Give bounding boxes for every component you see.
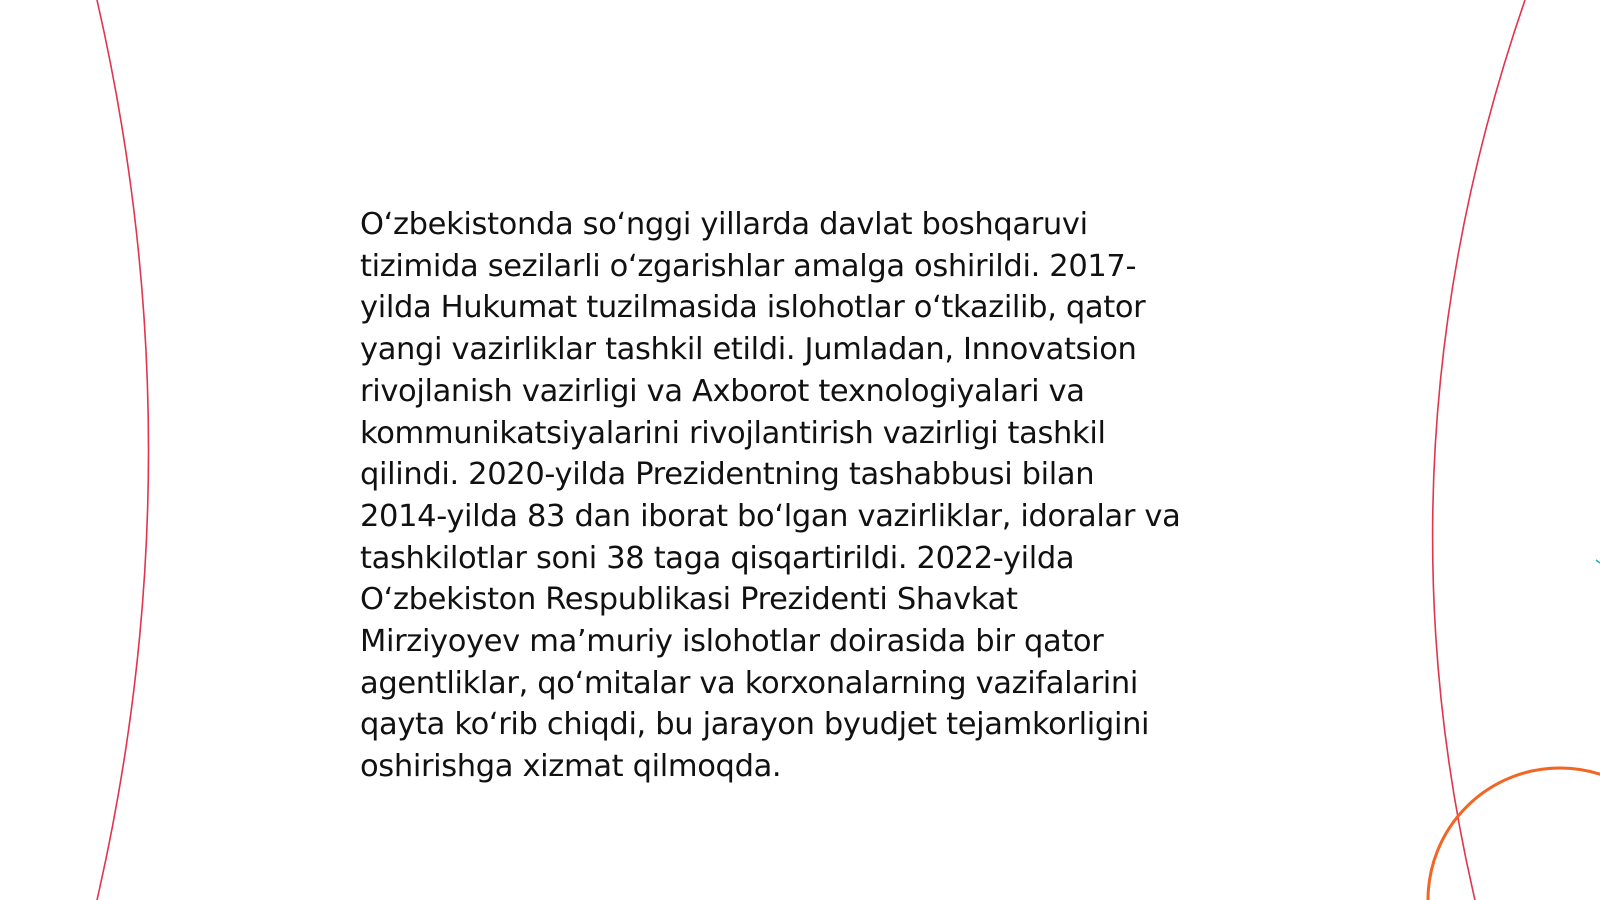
right-red-arc xyxy=(1433,0,1525,900)
left-red-arc xyxy=(97,0,149,900)
body-text: O‘zbekistonda so‘nggi yillarda davlat boshqaruvi tizimida sezilarli o‘zgarishlar amalga oshirildi. 2017- yilda Hukumat tuzilmasida islohotlar o‘tkazilib, qator yangi vazirliklar tashkil etildi. Jumladan, Innovatsion rivojlanish vazirligi va Axborot texnologiyalari va kommunikatsiyalarini rivojlantirish vazirligi tashkil qilindi. 2020-yilda Prezidentning tashabbusi bilan 2014-yilda 83 dan iborat bo‘lgan vazirliklar, idoralar va tashkilotlar soni 38 taga qisqartirildi. 2022-yilda O‘zbekiston Respublikasi Prezidenti Shavkat Mirziyoyev ma’muriy islohotlar doirasida bir qator agentliklar, qo‘mitalar va korxonalarning vazifalarini qayta ko‘rib chiqdi, bu jarayon byudjet tejamkorligini oshirishga xizmat qilmoqda. xyxy=(360,207,1181,785)
teal-accent-mark xyxy=(1596,560,1600,563)
orange-circle-arc xyxy=(1428,768,1600,900)
